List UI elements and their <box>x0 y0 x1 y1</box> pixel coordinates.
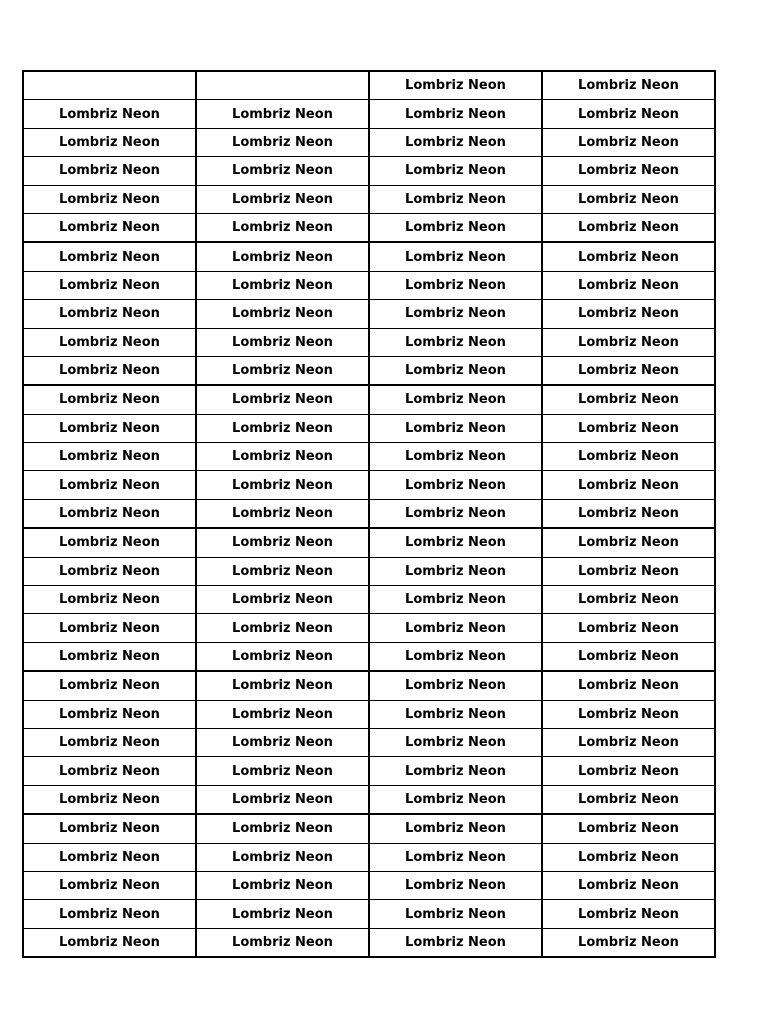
label-cell: Lombriz Neon <box>23 157 196 185</box>
label-cell: Lombriz Neon <box>23 642 196 671</box>
label-cell: Lombriz Neon <box>196 757 369 785</box>
label-cell: Lombriz Neon <box>196 814 369 843</box>
table-row <box>23 728 715 756</box>
label-cell: Lombriz Neon <box>542 671 715 700</box>
label-cell: Lombriz Neon <box>369 128 542 156</box>
label-cell: Lombriz Neon <box>196 213 369 242</box>
table-row <box>23 586 715 614</box>
label-cell: Lombriz Neon <box>542 157 715 185</box>
label-cell: Lombriz Neon <box>369 100 542 128</box>
label-cell: Lombriz Neon <box>542 528 715 557</box>
label-cell: Lombriz Neon <box>542 242 715 271</box>
label-cell: Lombriz Neon <box>542 356 715 385</box>
label-cell: Lombriz Neon <box>369 843 542 871</box>
label-cell: Lombriz Neon <box>23 700 196 728</box>
label-cell: Lombriz Neon <box>369 586 542 614</box>
label-cell: Lombriz Neon <box>369 242 542 271</box>
label-cell: Lombriz Neon <box>196 443 369 471</box>
label-cell: Lombriz Neon <box>23 900 196 928</box>
label-cell: Lombriz Neon <box>542 614 715 642</box>
label-cell: Lombriz Neon <box>23 528 196 557</box>
table-row <box>23 300 715 328</box>
label-cell: Lombriz Neon <box>196 499 369 528</box>
label-cell: Lombriz Neon <box>23 757 196 785</box>
label-cell: Lombriz Neon <box>196 100 369 128</box>
label-cell: Lombriz Neon <box>542 785 715 814</box>
label-cell: Lombriz Neon <box>542 443 715 471</box>
label-cell: Lombriz Neon <box>369 471 542 499</box>
label-cell: Lombriz Neon <box>23 499 196 528</box>
label-cell: Lombriz Neon <box>23 728 196 756</box>
label-cell: Lombriz Neon <box>542 328 715 356</box>
table-row <box>23 443 715 471</box>
table-row <box>23 414 715 442</box>
label-cell: Lombriz Neon <box>23 185 196 213</box>
table-row <box>23 642 715 671</box>
label-cell: Lombriz Neon <box>542 700 715 728</box>
label-cell: Lombriz Neon <box>369 499 542 528</box>
table-row <box>23 185 715 213</box>
label-cell: Lombriz Neon <box>542 100 715 128</box>
label-cell: Lombriz Neon <box>196 471 369 499</box>
label-cell: Lombriz Neon <box>369 157 542 185</box>
table-row <box>23 499 715 528</box>
label-sheet-body <box>23 71 715 957</box>
label-cell: Lombriz Neon <box>542 128 715 156</box>
label-cell: Lombriz Neon <box>542 557 715 585</box>
label-cell: Lombriz Neon <box>23 614 196 642</box>
label-cell: Lombriz Neon <box>369 614 542 642</box>
label-cell: Lombriz Neon <box>542 843 715 871</box>
label-cell: Lombriz Neon <box>23 385 196 414</box>
label-cell: Lombriz Neon <box>542 586 715 614</box>
label-cell: Lombriz Neon <box>369 900 542 928</box>
label-cell <box>23 71 196 100</box>
label-cell: Lombriz Neon <box>196 242 369 271</box>
label-cell: Lombriz Neon <box>196 128 369 156</box>
label-cell: Lombriz Neon <box>369 71 542 100</box>
label-cell: Lombriz Neon <box>23 271 196 299</box>
label-cell: Lombriz Neon <box>196 528 369 557</box>
label-cell: Lombriz Neon <box>23 814 196 843</box>
label-cell <box>196 71 369 100</box>
label-cell: Lombriz Neon <box>542 642 715 671</box>
label-cell: Lombriz Neon <box>542 728 715 756</box>
label-sheet-table <box>22 70 716 958</box>
table-row <box>23 356 715 385</box>
label-cell: Lombriz Neon <box>542 300 715 328</box>
table-row <box>23 871 715 899</box>
label-cell: Lombriz Neon <box>369 185 542 213</box>
label-cell: Lombriz Neon <box>23 557 196 585</box>
table-row <box>23 128 715 156</box>
label-cell: Lombriz Neon <box>542 213 715 242</box>
label-cell: Lombriz Neon <box>196 414 369 442</box>
label-cell: Lombriz Neon <box>196 728 369 756</box>
label-cell: Lombriz Neon <box>369 414 542 442</box>
label-cell: Lombriz Neon <box>23 414 196 442</box>
label-cell: Lombriz Neon <box>196 385 369 414</box>
label-cell: Lombriz Neon <box>196 900 369 928</box>
table-row <box>23 100 715 128</box>
label-cell: Lombriz Neon <box>23 328 196 356</box>
label-cell: Lombriz Neon <box>23 843 196 871</box>
label-cell: Lombriz Neon <box>369 757 542 785</box>
label-cell: Lombriz Neon <box>369 785 542 814</box>
label-cell: Lombriz Neon <box>23 242 196 271</box>
label-cell: Lombriz Neon <box>196 671 369 700</box>
table-row <box>23 700 715 728</box>
label-cell: Lombriz Neon <box>196 157 369 185</box>
label-cell: Lombriz Neon <box>369 300 542 328</box>
label-cell: Lombriz Neon <box>196 843 369 871</box>
label-cell: Lombriz Neon <box>369 213 542 242</box>
table-row <box>23 242 715 271</box>
table-row <box>23 271 715 299</box>
table-row <box>23 900 715 928</box>
table-row <box>23 814 715 843</box>
label-cell: Lombriz Neon <box>196 271 369 299</box>
label-cell: Lombriz Neon <box>23 128 196 156</box>
label-cell: Lombriz Neon <box>369 728 542 756</box>
table-row <box>23 785 715 814</box>
label-cell: Lombriz Neon <box>23 671 196 700</box>
label-cell: Lombriz Neon <box>196 700 369 728</box>
label-cell: Lombriz Neon <box>23 300 196 328</box>
label-cell: Lombriz Neon <box>196 928 369 957</box>
label-cell: Lombriz Neon <box>23 586 196 614</box>
label-cell: Lombriz Neon <box>23 785 196 814</box>
label-cell: Lombriz Neon <box>196 642 369 671</box>
label-cell: Lombriz Neon <box>23 928 196 957</box>
label-cell: Lombriz Neon <box>196 328 369 356</box>
table-row <box>23 71 715 100</box>
label-cell: Lombriz Neon <box>369 356 542 385</box>
label-cell: Lombriz Neon <box>542 499 715 528</box>
label-cell: Lombriz Neon <box>542 185 715 213</box>
table-row <box>23 385 715 414</box>
label-cell: Lombriz Neon <box>369 671 542 700</box>
label-cell: Lombriz Neon <box>369 557 542 585</box>
label-cell: Lombriz Neon <box>542 385 715 414</box>
label-cell: Lombriz Neon <box>542 71 715 100</box>
label-cell: Lombriz Neon <box>542 871 715 899</box>
label-cell: Lombriz Neon <box>369 271 542 299</box>
label-cell: Lombriz Neon <box>196 785 369 814</box>
table-row <box>23 614 715 642</box>
label-cell: Lombriz Neon <box>369 528 542 557</box>
label-cell: Lombriz Neon <box>542 928 715 957</box>
label-cell: Lombriz Neon <box>196 185 369 213</box>
label-cell: Lombriz Neon <box>542 471 715 499</box>
label-cell: Lombriz Neon <box>369 385 542 414</box>
label-cell: Lombriz Neon <box>369 871 542 899</box>
label-cell: Lombriz Neon <box>542 414 715 442</box>
label-cell: Lombriz Neon <box>369 443 542 471</box>
label-cell: Lombriz Neon <box>369 700 542 728</box>
label-cell: Lombriz Neon <box>23 871 196 899</box>
label-cell: Lombriz Neon <box>369 328 542 356</box>
label-cell: Lombriz Neon <box>23 213 196 242</box>
table-row <box>23 528 715 557</box>
label-cell: Lombriz Neon <box>23 356 196 385</box>
label-cell: Lombriz Neon <box>196 300 369 328</box>
table-row <box>23 157 715 185</box>
table-row <box>23 328 715 356</box>
label-cell: Lombriz Neon <box>369 642 542 671</box>
table-row <box>23 557 715 585</box>
label-cell: Lombriz Neon <box>196 356 369 385</box>
label-cell: Lombriz Neon <box>542 757 715 785</box>
table-row <box>23 843 715 871</box>
label-cell: Lombriz Neon <box>196 586 369 614</box>
label-cell: Lombriz Neon <box>369 814 542 843</box>
label-cell: Lombriz Neon <box>196 871 369 899</box>
table-row <box>23 928 715 957</box>
label-cell: Lombriz Neon <box>196 614 369 642</box>
label-cell: Lombriz Neon <box>542 814 715 843</box>
table-row <box>23 757 715 785</box>
label-cell: Lombriz Neon <box>542 900 715 928</box>
label-cell: Lombriz Neon <box>196 557 369 585</box>
table-row <box>23 471 715 499</box>
label-cell: Lombriz Neon <box>23 100 196 128</box>
label-cell: Lombriz Neon <box>23 471 196 499</box>
label-cell: Lombriz Neon <box>369 928 542 957</box>
table-row <box>23 671 715 700</box>
label-cell: Lombriz Neon <box>542 271 715 299</box>
label-cell: Lombriz Neon <box>23 443 196 471</box>
table-row <box>23 213 715 242</box>
